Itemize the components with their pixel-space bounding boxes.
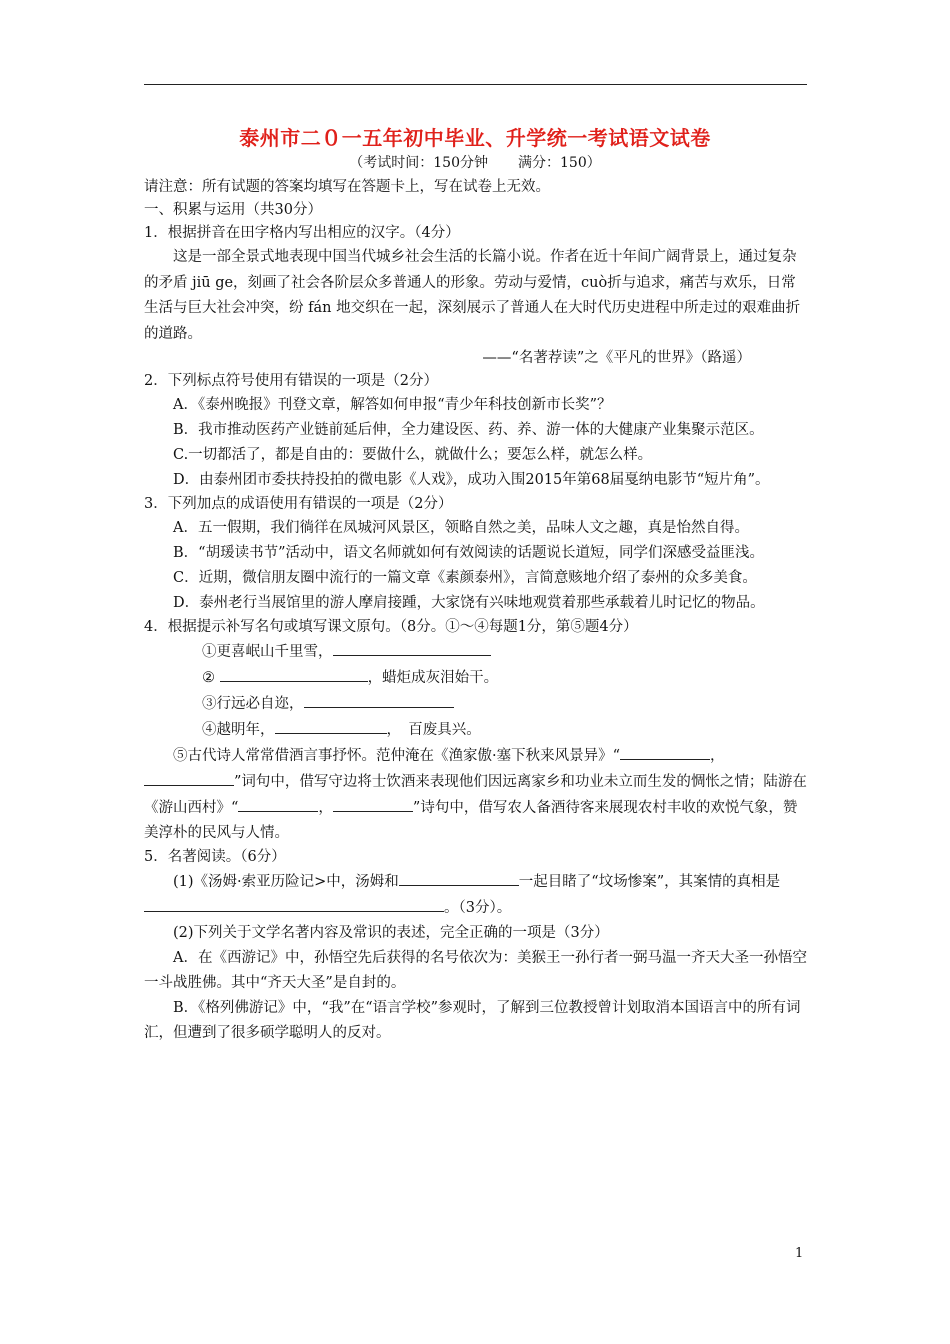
- answer-blank[interactable]: [620, 743, 710, 760]
- q5-option-b: B．《格列佛游记》中，“我”在“语言学校”参观时，了解到三位教授曾计划取消本国语言中的所有词汇，但遭到了很多硕学聪明人的反对。: [144, 1000, 801, 1041]
- q4-item-4: ④越明年， ， 百废具兴。: [144, 717, 807, 743]
- notice: 请注意：所有试题的答案均填写在答题卡上，写在试卷上无效。: [144, 179, 550, 195]
- answer-blank[interactable]: [304, 691, 454, 708]
- q3-option-a: A．五一假期，我们徜徉在凤城河风景区，领略自然之美，品味人文之趣，真是怡然自得。: [173, 520, 749, 536]
- q2-stem: 2．下列标点符号使用有错误的一项是（2分）: [144, 373, 438, 389]
- answer-blank[interactable]: [333, 795, 413, 812]
- q5-stem: 5．名著阅读。（6分）: [144, 849, 286, 865]
- q1-stem: 1．根据拼音在田字格内写出相应的汉字。（4分）: [144, 225, 460, 241]
- answer-blank[interactable]: [220, 665, 368, 682]
- q4-stem: 4．根据提示补写名句或填写课文原句。（8分。①～④每题1分，第⑤题4分）: [144, 619, 638, 635]
- answer-blank[interactable]: [238, 795, 318, 812]
- q4-item-2: ② ，蜡炬成灰泪始干。: [144, 665, 807, 691]
- q1-passage: 这是一部全景式地表现中国当代城乡社会生活的长篇小说。作者在近十年间广阔背景上，通过复杂的矛盾 jiū ge，刻画了社会各阶层众多普通人的形象。劳动与爱情，cuò折与追求，痛苦与欢乐，日常生活与巨大社会冲突，纷 fán 地交织在一起，深刻展示了普通人在大时代历史进程中所走过的艰难曲折的道路。: [144, 249, 801, 342]
- q5-part-1: (1)《汤姆·索亚历险记>中，汤姆和 一起目睹了“坟场惨案”，其案情的真相是。（3分）。: [144, 869, 807, 921]
- q2-option-b: B．我市推动医药产业链前延后伸，全力建设医、药、养、游一体的大健康产业集聚示范区。: [173, 422, 764, 438]
- section-heading: 一、积累与运用（共30分）: [144, 202, 322, 218]
- q4-item-5: ⑤古代诗人常常借酒言事抒怀。范仲淹在《渔家傲·塞下秋来风景异》“ ，”词句中，借写守边将士饮酒来表现他们因远离家乡和功业未立而生发的惆怅之情；陆游在《游山西村》“ ， ”诗句中，借写农人备酒待客来展现农村丰收的欢悦气象，赞美淳朴的民风与人情。: [144, 743, 807, 846]
- q5-part-2: (2)下列关于文学名著内容及常识的表述，完全正确的一项是（3分）: [173, 925, 609, 941]
- q3-option-b: B．“胡瑗读书节”活动中，语文名师就如何有效阅读的话题说长道短，同学们深感受益匪浅。: [173, 545, 764, 561]
- q3-option-d: D．泰州老行当展馆里的游人摩肩接踵，大家饶有兴味地观赏着那些承载着儿时记忆的物品。: [173, 595, 765, 611]
- exam-info: [0, 152, 950, 172]
- q3-option-c: C．近期，微信朋友圈中流行的一篇文章《素颜泰州》，言简意赅地介绍了泰州的众多美食。: [173, 570, 757, 586]
- q4-item-3: ③行远必自迩，: [144, 691, 807, 717]
- exam-title: 泰州市二０一五年初中毕业、升学统一考试语文试卷: [239, 126, 711, 150]
- answer-blank[interactable]: [144, 895, 444, 912]
- answer-blank[interactable]: [399, 869, 519, 886]
- answer-blank[interactable]: [275, 717, 387, 734]
- q3-stem: 3．下列加点的成语使用有错误的一项是（2分）: [144, 496, 453, 512]
- q2-option-c: C.一切都活了，都是自由的：要做什么，就做什么；要怎么样，就怎么样。: [173, 447, 653, 463]
- q1-source: ——“名著荐读”之《平凡的世界》（路遥）: [482, 350, 751, 366]
- q4-item-1: ①更喜岷山千里雪，: [144, 639, 807, 665]
- q5-option-a: A．在《西游记》中，孙悟空先后获得的名号依次为：美猴王一孙行者一弼马温一齐天大圣一孙悟空一斗战胜佛。其中“齐天大圣”是自封的。: [144, 950, 807, 991]
- q2-option-d: D．由泰州团市委扶持投拍的微电影《人戏》，成功入围2015年第68届戛纳电影节“短片角”。: [173, 472, 770, 488]
- page-number: 1: [795, 1246, 804, 1261]
- full-score: 满分：150）: [518, 155, 601, 171]
- q2-option-a: A．《泰州晚报》刊登文章，解答如何申报“青少年科技创新市长奖”？: [173, 397, 612, 413]
- exam-body: [144, 176, 807, 1046]
- exam-time: （考试时间：150分钟: [349, 155, 488, 171]
- answer-blank[interactable]: [333, 639, 491, 656]
- header-rule: [144, 84, 807, 85]
- answer-blank[interactable]: [144, 769, 234, 786]
